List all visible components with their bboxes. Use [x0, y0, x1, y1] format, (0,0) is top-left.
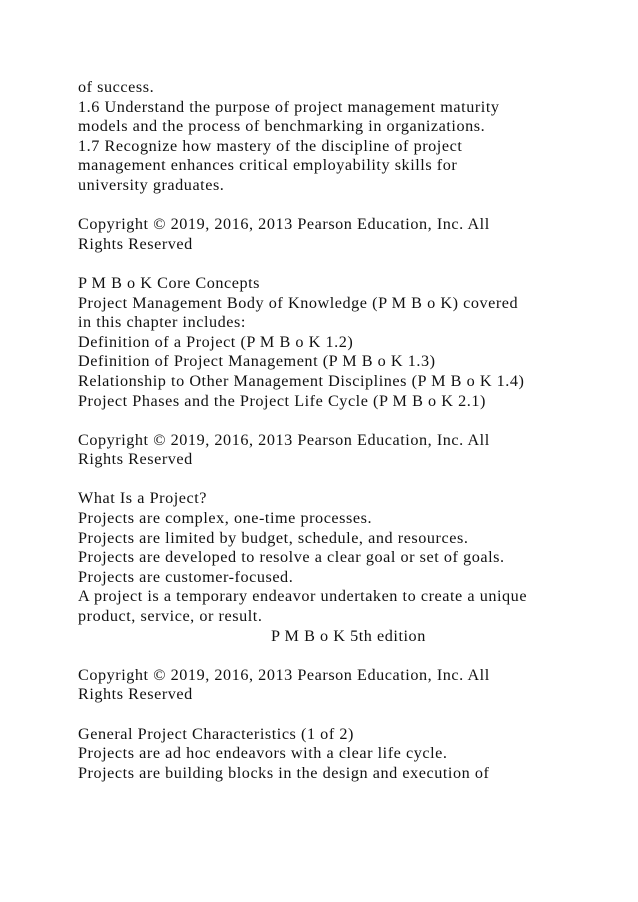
text-line: product, service, or result. [78, 607, 263, 626]
text-line: Projects are limited by budget, schedule, and resources. [78, 528, 469, 547]
text-line: Definition of a Project (P M B o K 1.2) [78, 332, 354, 351]
copyright-line: Copyright © 2019, 2016, 2013 Pearson Education, Inc. All [78, 665, 490, 684]
intro-block [78, 78, 618, 196]
copyright-notice [78, 431, 618, 470]
blank-line [78, 646, 618, 666]
copyright-line: Rights Reserved [78, 234, 193, 253]
blank-line [78, 470, 618, 490]
text-line: of success. [78, 78, 155, 96]
text-line: Project Phases and the Project Life Cycle (P M B o K 2.1) [78, 391, 486, 410]
section-heading: What Is a Project? [78, 489, 208, 508]
copyright-line: Rights Reserved [78, 685, 193, 704]
text-line: 1.7 Recognize how mastery of the discipline of project [78, 136, 463, 155]
copyright-line: Copyright © 2019, 2016, 2013 Pearson Education, Inc. All [78, 430, 490, 449]
what-is-a-project-section [78, 489, 618, 646]
copyright-notice [78, 666, 618, 705]
text-line: Projects are complex, one-time processes. [78, 509, 373, 528]
text-line: A project is a temporary endeavor undertaken to create a unique [78, 587, 528, 606]
copyright-line: Rights Reserved [78, 450, 193, 469]
text-line: Projects are customer-focused. [78, 567, 294, 586]
text-line: Relationship to Other Management Disciplines (P M B o K 1.4) [78, 371, 525, 390]
text-line: Projects are ad hoc endeavors with a clear life cycle. [78, 744, 448, 763]
section-heading: P M B o K Core Concepts [78, 273, 261, 292]
copyright-notice [78, 215, 618, 254]
blank-line [78, 254, 618, 274]
text-line: university graduates. [78, 175, 225, 194]
text-line: 1.6 Understand the purpose of project management maturity [78, 97, 500, 116]
document-page [78, 78, 618, 783]
text-line: Project Management Body of Knowledge (P M B o K) covered [78, 293, 519, 312]
text-line: Projects are developed to resolve a clear goal or set of goals. [78, 548, 505, 567]
text-line: Projects are building blocks in the design and execution of [78, 763, 490, 782]
text-line: models and the process of benchmarking in organizations. [78, 117, 486, 136]
blank-line [78, 411, 618, 431]
text-line: in this chapter includes: [78, 313, 246, 332]
blank-line [78, 705, 618, 725]
copyright-line: Copyright © 2019, 2016, 2013 Pearson Education, Inc. All [78, 215, 490, 234]
source-citation: P M B o K 5th edition [271, 626, 426, 645]
section-heading: General Project Characteristics (1 of 2) [78, 724, 354, 743]
general-project-characteristics-section [78, 725, 618, 784]
text-line: management enhances critical employability skills for [78, 156, 458, 175]
pmbok-core-concepts-section [78, 274, 618, 411]
blank-line [78, 196, 618, 216]
text-line: Definition of Project Management (P M B o K 1.3) [78, 352, 436, 371]
